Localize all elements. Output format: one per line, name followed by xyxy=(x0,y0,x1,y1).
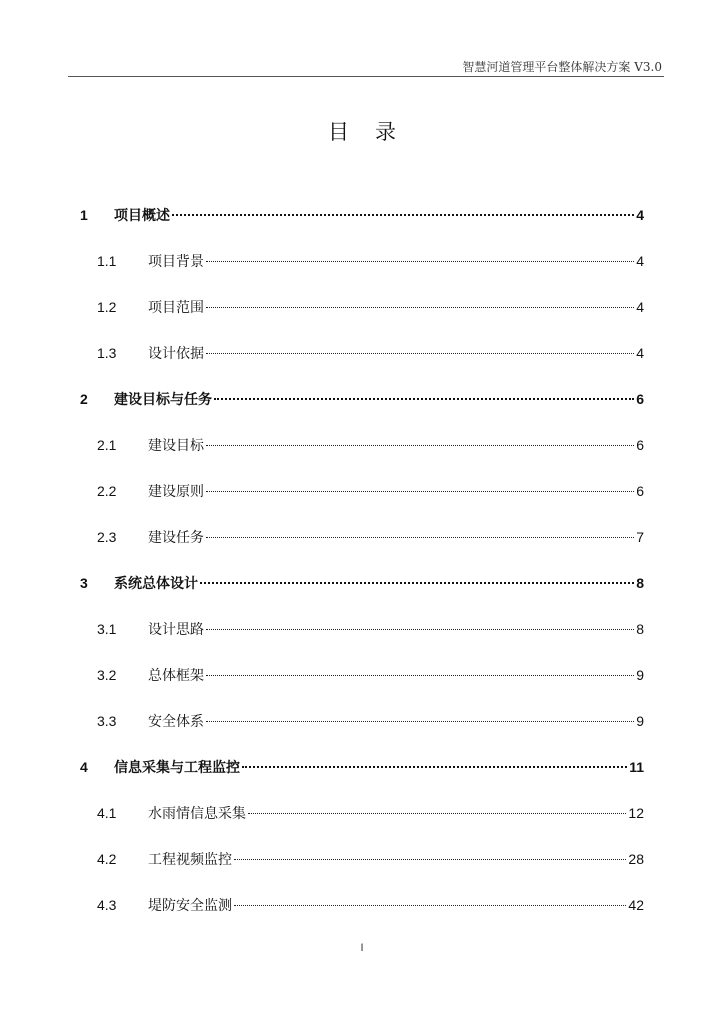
toc-entry-label: 水雨情信息采集 xyxy=(148,805,246,821)
toc-dot-leader xyxy=(200,582,634,584)
toc-entry-page: 11 xyxy=(629,759,644,775)
toc-dot-leader xyxy=(206,491,634,492)
toc-entry-label: 项目背景 xyxy=(148,253,204,269)
toc-entry-number: 3.1 xyxy=(97,621,117,637)
toc-title: 目录 xyxy=(328,120,422,144)
toc-entry-number: 2.2 xyxy=(97,483,117,499)
toc-entry-number: 3.2 xyxy=(97,667,117,683)
toc-dot-leader xyxy=(248,813,626,814)
toc-entry-label: 项目概述 xyxy=(114,207,170,223)
toc-entry[interactable] xyxy=(97,893,644,917)
toc-entry-label: 系统总体设计 xyxy=(114,575,198,591)
toc-entry-page: 7 xyxy=(636,529,644,545)
toc-entry[interactable] xyxy=(97,663,644,687)
toc-entry-number: 4.1 xyxy=(97,805,117,821)
toc-dot-leader xyxy=(206,353,634,354)
toc-entry-label: 建设目标与任务 xyxy=(114,391,212,407)
toc-entry-label: 设计依据 xyxy=(148,345,204,361)
toc-dot-leader xyxy=(242,766,627,768)
toc-dot-leader xyxy=(206,307,634,308)
toc-entry-number: 3 xyxy=(80,575,88,591)
header-rule xyxy=(68,76,664,77)
toc-entry-page: 9 xyxy=(636,667,644,683)
toc-entry-page: 28 xyxy=(628,851,644,867)
toc-entry-number: 2.3 xyxy=(97,529,117,545)
toc-entry[interactable] xyxy=(97,525,644,549)
toc-entry-label: 建设任务 xyxy=(148,529,204,545)
toc-dot-leader xyxy=(206,537,634,538)
toc-dot-leader xyxy=(206,721,634,722)
toc-entry-page: 12 xyxy=(628,805,644,821)
toc-entry-number: 1.2 xyxy=(97,299,117,315)
footer-page-number: I xyxy=(360,942,364,954)
toc-entry-number: 2.1 xyxy=(97,437,117,453)
toc-entry-page: 6 xyxy=(636,391,644,407)
toc-entry[interactable] xyxy=(97,709,644,733)
toc-dot-leader xyxy=(206,261,634,262)
toc-entry[interactable] xyxy=(97,341,644,365)
toc-entry-number: 1.1 xyxy=(97,253,117,269)
toc-entry-page: 42 xyxy=(628,897,644,913)
toc-dot-leader xyxy=(172,214,634,216)
toc-entry-label: 安全体系 xyxy=(148,713,204,729)
toc-entry[interactable] xyxy=(97,249,644,273)
toc-entry-number: 3.3 xyxy=(97,713,117,729)
toc-dot-leader xyxy=(206,629,634,630)
toc-entry[interactable] xyxy=(80,755,644,779)
toc-entry-page: 9 xyxy=(636,713,644,729)
toc-dot-leader xyxy=(234,905,626,906)
toc-entry-page: 6 xyxy=(636,437,644,453)
toc-entry[interactable] xyxy=(80,387,644,411)
toc-entry-page: 6 xyxy=(636,483,644,499)
toc-entry-page: 8 xyxy=(636,621,644,637)
toc-entry-number: 4.3 xyxy=(97,897,117,913)
toc-entry[interactable] xyxy=(80,203,644,227)
toc-dot-leader xyxy=(234,859,626,860)
toc-entry[interactable] xyxy=(97,617,644,641)
toc-entry-page: 4 xyxy=(636,207,644,223)
toc-entry-page: 4 xyxy=(636,299,644,315)
toc-entry-number: 4.2 xyxy=(97,851,117,867)
toc-entry-label: 信息采集与工程监控 xyxy=(114,759,240,775)
page-header-title: 智慧河道管理平台整体解决方案 V3.0 xyxy=(462,60,662,74)
toc-entry-number: 1 xyxy=(80,207,88,223)
toc-entry[interactable] xyxy=(97,479,644,503)
toc-entry-page: 4 xyxy=(636,253,644,269)
toc-entry-label: 设计思路 xyxy=(148,621,204,637)
toc-entry[interactable] xyxy=(97,295,644,319)
toc-entry[interactable] xyxy=(97,801,644,825)
toc-dot-leader xyxy=(206,445,634,446)
toc-entry-page: 8 xyxy=(636,575,644,591)
toc-entry-page: 4 xyxy=(636,345,644,361)
toc-entry[interactable] xyxy=(80,571,644,595)
toc-entry[interactable] xyxy=(97,433,644,457)
toc-entry-number: 1.3 xyxy=(97,345,117,361)
toc-entry-label: 工程视频监控 xyxy=(148,851,232,867)
toc-dot-leader xyxy=(206,675,634,676)
toc-entry-label: 建设原则 xyxy=(148,483,204,499)
toc-dot-leader xyxy=(214,398,634,400)
toc-entry-number: 4 xyxy=(80,759,88,775)
toc-entry[interactable] xyxy=(97,847,644,871)
toc-entry-number: 2 xyxy=(80,391,88,407)
toc-entry-label: 堤防安全监测 xyxy=(148,897,232,913)
toc-entry-label: 总体框架 xyxy=(148,667,204,683)
toc-entry-label: 项目范围 xyxy=(148,299,204,315)
toc-entry-label: 建设目标 xyxy=(148,437,204,453)
